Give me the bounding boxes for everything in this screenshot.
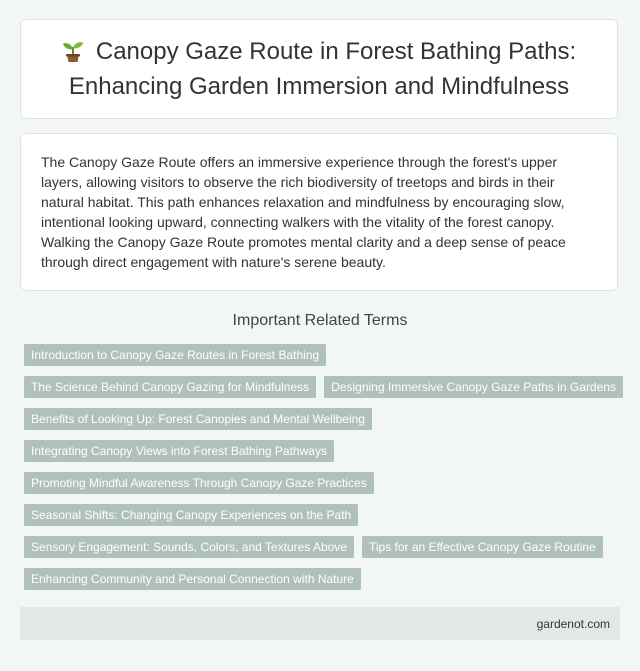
related-term-tag[interactable]: Designing Immersive Canopy Gaze Paths in Gardens (324, 376, 623, 398)
title-text: Canopy Gaze Route in Forest Bathing Paths: Enhancing Garden Immersion and Mindfulness (68, 38, 577, 100)
related-term-tag[interactable]: Benefits of Looking Up: Forest Canopies and Mental Wellbeing (24, 408, 372, 430)
footer-bar (20, 607, 620, 640)
related-terms-list (24, 344, 624, 590)
related-term-tag[interactable]: The Science Behind Canopy Gazing for Mindfulness (24, 376, 316, 398)
description-text: The Canopy Gaze Route offers an immersive experience through the forest's upper layers, allowing visitors to observe the rich biodiversity of treetops and birds in their natural habitat. This path enhances relaxation and mindfulness by encouraging slow, intentional looking upward, connecting walkers with the vitality of the forest canopy. Walking the Canopy Gaze Route promotes mental clarity and a deep sense of peace through direct engagement with nature's serene beauty. (41, 154, 566, 270)
description-card (20, 133, 618, 291)
related-term-tag[interactable]: Promoting Mindful Awareness Through Canopy Gaze Practices (24, 472, 374, 494)
related-term-tag[interactable]: Seasonal Shifts: Changing Canopy Experiences on the Path (24, 504, 358, 526)
page-title (39, 36, 599, 102)
title-card (20, 19, 618, 119)
related-term-tag[interactable]: Integrating Canopy Views into Forest Bathing Pathways (24, 440, 334, 462)
related-terms-heading: Important Related Terms (232, 312, 408, 329)
related-term-tag[interactable]: Tips for an Effective Canopy Gaze Routine (362, 536, 603, 558)
site-link[interactable]: gardenot.com (536, 616, 610, 631)
related-term-tag[interactable]: Sensory Engagement: Sounds, Colors, and Textures Above (24, 536, 354, 558)
seedling-icon (62, 39, 84, 71)
related-term-tag[interactable]: Enhancing Community and Personal Connection with Nature (24, 568, 361, 590)
related-term-tag[interactable]: Introduction to Canopy Gaze Routes in Forest Bathing (24, 344, 326, 366)
